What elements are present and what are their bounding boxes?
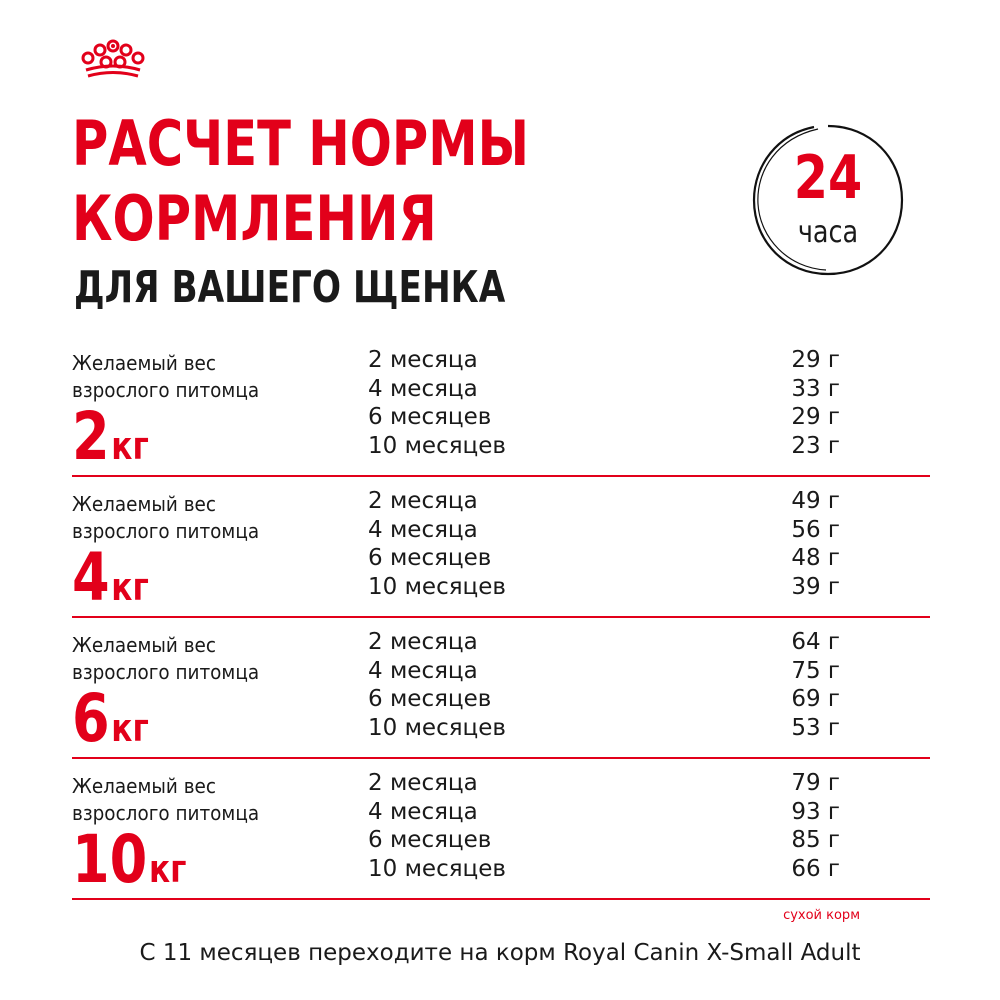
amount-item: 29 г (791, 347, 840, 373)
weight-value: 4 (72, 539, 110, 616)
amount-list (791, 487, 840, 601)
weight-group-2kg (0, 346, 1000, 487)
badge-unit: часа (797, 215, 859, 250)
badge-number: 24 (793, 143, 863, 213)
age-item: 2 месяца (368, 488, 478, 514)
group-label: Желаемый вес взрослого питомца (72, 492, 260, 543)
group-divider (72, 616, 930, 618)
amount-item: 33 г (791, 375, 840, 402)
amount-item: 53 г (791, 714, 840, 741)
age-list (368, 769, 506, 883)
amount-item: 75 г (791, 657, 840, 684)
amount-list (791, 628, 840, 742)
amount-item: 23 г (791, 432, 840, 459)
age-item: 10 месяцев (368, 432, 506, 459)
group-weight (72, 680, 149, 757)
age-list (368, 346, 506, 460)
group-divider (72, 475, 930, 477)
amount-item: 93 г (791, 798, 840, 825)
group-divider (72, 757, 930, 759)
age-item: 6 месяцев (368, 545, 492, 571)
age-list (368, 628, 506, 742)
age-item: 2 месяца (368, 770, 478, 796)
dry-food-note: сухой корм (783, 908, 860, 923)
group-weight (72, 539, 149, 616)
age-item: 6 месяцев (368, 404, 492, 430)
page-title-line-1: РАСЧЕТ НОРМЫ (72, 107, 529, 180)
amount-item: 39 г (791, 573, 840, 600)
age-item: 2 месяца (368, 629, 478, 655)
footer-text: С 11 месяцев переходите на корм Royal Canin X-Small Adult (139, 940, 861, 966)
group-weight (72, 398, 149, 475)
weight-value: 6 (72, 680, 110, 757)
amount-item: 49 г (791, 488, 840, 514)
amount-item: 29 г (791, 404, 840, 430)
age-item: 10 месяцев (368, 855, 506, 882)
age-item: 4 месяца (368, 798, 478, 825)
page-subtitle: ДЛЯ ВАШЕГО ЩЕНКА (74, 262, 506, 313)
group-label: Желаемый вес взрослого питомца (72, 774, 260, 825)
hours-badge (748, 120, 908, 280)
weight-unit: кг (148, 847, 187, 891)
age-item: 10 месяцев (368, 714, 506, 741)
age-item: 10 месяцев (368, 573, 506, 600)
weight-group-10kg (0, 769, 1000, 910)
weight-unit: кг (111, 565, 149, 609)
amount-item: 85 г (791, 827, 840, 853)
page-title-line-2: КОРМЛЕНИЯ (72, 182, 437, 255)
age-item: 6 месяцев (368, 827, 492, 853)
weight-unit: кг (111, 706, 149, 750)
amount-item: 79 г (791, 770, 840, 796)
age-item: 6 месяцев (368, 686, 492, 712)
amount-item: 56 г (791, 516, 840, 543)
amount-item: 66 г (791, 855, 840, 882)
age-item: 4 месяца (368, 375, 478, 402)
weight-group-6kg (0, 628, 1000, 769)
weight-value: 10 (72, 821, 148, 898)
age-item: 4 месяца (368, 516, 478, 543)
weight-unit: кг (111, 424, 149, 468)
age-item: 4 месяца (368, 657, 478, 684)
age-item: 2 месяца (368, 347, 478, 373)
group-divider (72, 898, 930, 900)
group-label: Желаемый вес взрослого питомца (72, 633, 260, 684)
crown-logo-icon (78, 38, 148, 84)
feeding-table (0, 346, 1000, 910)
group-weight (72, 821, 187, 898)
amount-item: 48 г (791, 545, 840, 571)
group-label: Желаемый вес взрослого питомца (72, 351, 260, 402)
amount-item: 64 г (791, 629, 840, 655)
weight-group-4kg (0, 487, 1000, 628)
age-list (368, 487, 506, 601)
weight-value: 2 (72, 398, 110, 475)
amount-list (791, 346, 840, 460)
amount-list (791, 769, 840, 883)
amount-item: 69 г (791, 686, 840, 712)
